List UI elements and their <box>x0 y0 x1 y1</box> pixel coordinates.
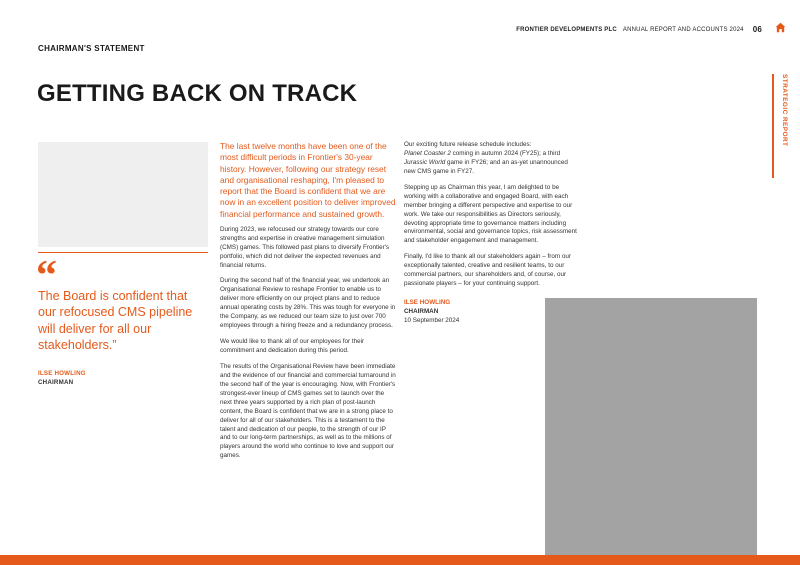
section-label: CHAIRMAN'S STATEMENT <box>38 44 145 53</box>
side-tab-strategic-report[interactable]: STRATEGIC REPORT <box>781 74 788 147</box>
quote-mark-icon: “ <box>36 253 57 299</box>
paragraph-release-schedule <box>404 141 580 177</box>
game-title: Planet Coaster 2 <box>404 149 451 157</box>
paragraph: Stepping up as Chairman this year, I am delighted to be working with a collaborative and engaged Board, with each member bringing a different perspective and expertise to our work. We take our responsibilities as Directors seriously, devoting appropriate time to governance matters including environmental, social and governance topics, risk assessment and stakeholder engagement and management. <box>404 183 577 245</box>
release-intro: Our exciting future release schedule includes: <box>404 141 532 148</box>
paragraph: During 2023, we refocused our strategy towards our core strengths and expertise in creative management simulation (CMS) games. This followed past plans to diversify Frontier's portfolio, which did not deliver the expected revenues and financial returns. <box>220 225 390 269</box>
quote-attribution-role: CHAIRMAN <box>38 379 74 386</box>
quote-attribution-name: ILSE HOWLING <box>38 370 86 377</box>
page-number: 06 <box>752 25 762 34</box>
home-icon[interactable] <box>775 22 786 33</box>
signature-date: 10 September 2024 <box>404 316 460 324</box>
body-column-middle <box>220 141 396 468</box>
header-company: FRONTIER DEVELOPMENTS PLC <box>516 26 617 33</box>
paragraph: Finally, I'd like to thank all our stakeholders again – from our exceptionally talented, creative and resilient teams, to our commercial partners, our shareholders and, of course, our passionate players – for your continuing support. <box>404 253 571 288</box>
page-title: GETTING BACK ON TRACK <box>37 80 358 107</box>
header-report: ANNUAL REPORT AND ACCOUNTS 2024 <box>622 26 744 33</box>
footer-accent-band <box>0 555 800 565</box>
side-tab-rule <box>772 74 774 178</box>
paragraph: The results of the Organisational Review have been immediate and the evidence of our financial and commercial turnaround in the second half of the year is encouraging. Now, with Frontier's strongest-ever lineup of CMS games set to launch over the next three years supported by a rich plan of post-launch content, the Board is confident that we are in a strong place to deliver for all of our stakeholders. This is a testament to the talent and dedication of our people, to the strength of our IP and to our long-term partnerships, as well as to the millions of players around the world who continue to love and support our games. <box>220 362 396 460</box>
pull-quote: The Board is confident that our refocused CMS pipeline will deliver for all our stakeholders.” <box>38 289 193 352</box>
release-text: coming in autumn 2024 (FY25); a third <box>450 149 561 157</box>
signature-role: CHAIRMAN <box>404 308 439 315</box>
photo-placeholder-left <box>38 142 208 247</box>
lead-paragraph: The last twelve months have been one of the most difficult periods in Frontier's 30-year history. However, following our strategy reset and organisational reshaping, I'm pleased to report that the Board is confident that we are now in an excellent position to deliver improved financial performance and sustained growth. <box>220 141 396 219</box>
running-header <box>516 25 762 34</box>
game-title: Jurassic World <box>404 158 446 166</box>
release-text: game in FY26; and an as-yet unannounced new CMS game in FY27. <box>404 158 568 175</box>
photo-placeholder-right <box>545 298 757 565</box>
paragraph: We would like to thank all of our employees for their commitment and dedication during this period. <box>220 338 365 354</box>
quote-divider <box>38 252 208 253</box>
signature-name: ILSE HOWLING <box>404 299 451 307</box>
paragraph: During the second half of the financial year, we undertook an Organisational Review to reshape Frontier to enable us to deliver more efficiently on our project plans and to reduce annual operating costs by 28%. This was tough for everyone in the Company, as we reduced our team size to just over 700 employees through a hiring freeze and a redundancy process. <box>220 277 396 330</box>
